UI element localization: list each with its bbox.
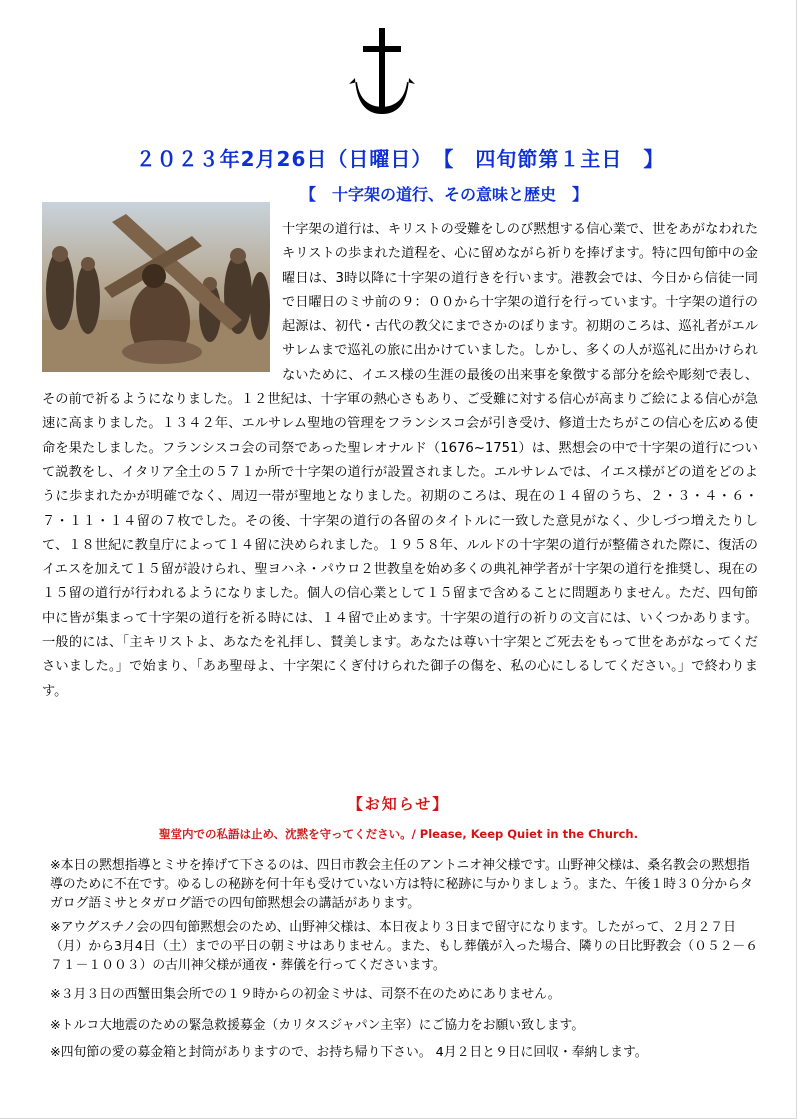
quiet-request: 聖堂内での私語は止め、沈黙を守ってください。/ Please, Keep Quiet in the Church. [159, 827, 638, 841]
anchor-icon [349, 26, 415, 118]
page-title: ２０２３年2月26日（日曜日） 【 四旬節第１主日 】 [135, 147, 665, 171]
notice-item: ※本日の黙想指導とミサを捧げて下さるのは、四日市教会主任のアントニオ神父様です。山野神父様は、桑名教会の黙想指導のために不在です。ゆるしの秘跡を何十年も受けていない方は特に秘跡に与かりましょう。また、午後１時３０分からタガログ語ミサとタガログ語での四旬節黙想会の講話があります。 [50, 858, 753, 911]
notice-item: ※トルコ大地震のための緊急救援募金（カリタスジャパン主宰）にご協力をお願い致します。 [50, 1018, 585, 1033]
article-body [42, 218, 758, 704]
notices-heading: 【お知らせ】 [347, 795, 450, 813]
notice-item: ※３月３日の西蟹田集会所での１９時からの初金ミサは、司祭不在のためにありません。 [50, 987, 561, 1002]
article-paragraph: 十字架の道行は、キリストの受難をしのび黙想する信心業で、世をあがなわれたキリストの歩まれた道程を、心に留めながら祈りを捧げます。特に四旬節中の金曜日は、3時以降に十字架の道行きを行います。港教会では、今日から信徒一同で日曜日のミサ前の９：００から十字架の道行を行っています。十字架の道行の起源は、初代・古代の教父にまでさかのぼります。初期のころは、巡礼者がエルサレムまで巡礼の旅に出かけていました。しかし、多くの人が巡礼に出かけられないために、イエス様の生涯の最後の出来事を象徴する部分を絵や彫刻で表し、その前で祈るようになりました。１２世紀は、十字軍の熱心さもあり、ご受難に対する信心が高まりご絵による信心が急速に高まりました。１３４２年、エルサレム聖地の管理をフランシスコ会が引き受け、修道士たちがこの信心を広める使命を果たしました。フランシスコ会の司祭であった聖レオナルド（1676~1751）は、黙想会の中で十字架の道行について説教をし、イタリア全土の５７１か所で十字架の道行が設置されました。エルサレムでは、イエス様がどの道をどのように歩まれたかが明確でなく、周辺一帯が聖地となりました。初期のころは、現在の１４留のうち、２・３・４・６・７・１１・１４留の７枚でした。その後、十字架の道行の各留のタイトルに一致した意見がなく、少しづつ増えたりして、１８世紀に教皇庁によって１４留に決められました。１９５８年、ルルドの十字架の道行が整備された際に、復活のイエスを加えて１５留が設けられ、聖ヨハネ・パウロ２世教皇を始め多くの典礼神学者が十字架の道行を推奨し、現在の１５留の道行が行われるようになりました。個人の信心業として１５留まで含めることに問題ありません。ただ、四旬節中に皆が集まって十字架の道行を祈る時には、１４留で止めます。十字架の道行の祈りの文言には、いくつかあります。一般的には、「主キリストよ、あなたを礼拝し、賛美します。あなたは尊い十字架とご死去をもって世をあがなってくださいました。」で始まり、「ああ聖母よ、十字架にくぎ付けられた御子の傷を、私の心にしるしてください。」で終わります。 [42, 222, 758, 699]
notice-item: ※アウグスチノ会の四旬節黙想会のため、山野神父様は、本日夜より３日まで留守になります。したがって、２月２７日（月）から3月4日（土）までの平日の朝ミサはありません。また、もし葬儀が入った場合、隣りの日比野教会（０５２－６７１－１００３）の古川神父様が通夜・葬儀を行ってくださいます。 [50, 920, 759, 973]
photo-spacer [42, 218, 282, 388]
notice-item: ※四旬節の愛の募金箱と封筒がありますので、お持ち帰り下さい。 4月２日と９日に回収・奉納します。 [50, 1045, 648, 1060]
article-title: 【 十字架の道行、その意味と歴史 】 [300, 185, 589, 204]
